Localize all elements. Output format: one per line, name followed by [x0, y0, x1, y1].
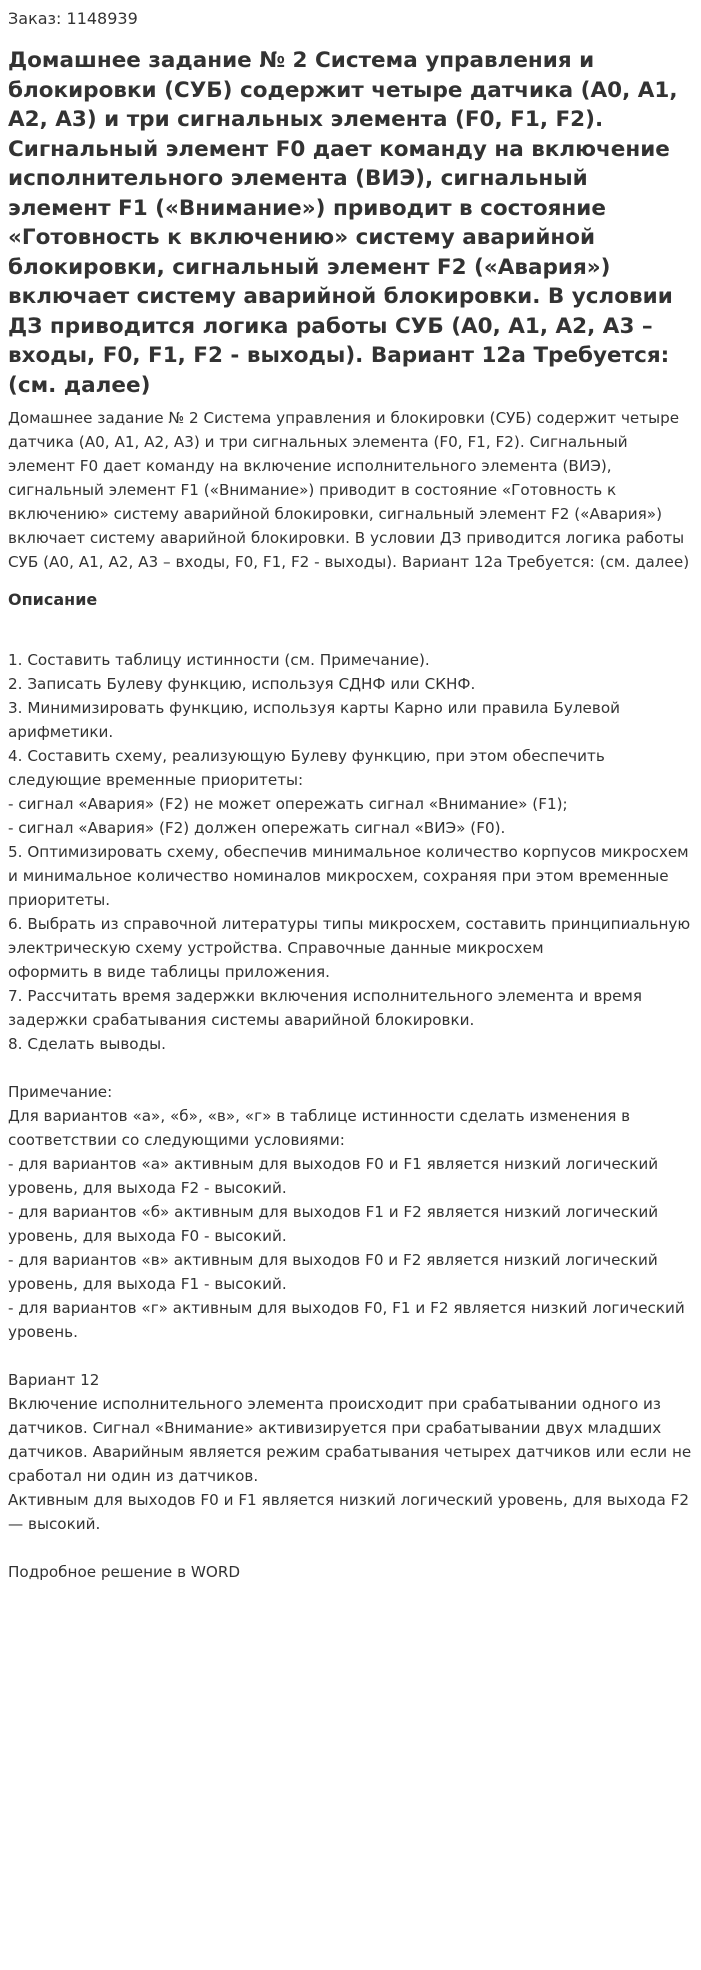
- order-number: Заказ: 1148939: [8, 9, 138, 28]
- description-line: 3. Минимизировать функцию, используя карты Карно или правила Булевой арифметики.: [8, 699, 625, 741]
- solution-note: Подробное решение в WORD: [8, 1563, 241, 1581]
- description-line: Включение исполнительного элемента происходит при срабатывании одного из датчиков. Сигнал «Внимание» активизируется при срабатывании двух младших датчиков. Аварийным является режим срабатывания четырех датчиков или если не сработал ни один из датчиков.: [8, 1395, 697, 1485]
- description-line: 1. Составить таблицу истинности (см. Примечание).: [8, 651, 430, 669]
- description-line: 8. Сделать выводы.: [8, 1035, 166, 1053]
- page-title: Домашнее задание № 2 Система управления и блокировки (СУБ) содержит четыре датчика (А0, А1, А2, А3) и три сигнальных элемента (F0, F1, F2). Сигнальный элемент F0 дает команду на включение исполнительного элемента (ВИЭ), сигнальный элемент F1 («Внимание») приводит в состояние «Готовность к включению» систему аварийной блокировки, сигнальный элемент F2 («Авария») включает систему аварийной блокировки. В условии ДЗ приводится логика работы СУБ (А0, А1, А2, А3 – входы, F0, F1, F2 - выходы). Вариант 12а Требуется: (см. далее): [8, 48, 678, 398]
- description-heading: Описание: [8, 590, 98, 609]
- description-line: Активным для выходов F0 и F1 является низкий логический уровень, для выхода F2 — высокий.: [8, 1491, 694, 1533]
- description-line: 6. Выбрать из справочной литературы типы микросхем, составить принципиальную электрическую схему устройства. Справочные данные микросхем: [8, 915, 695, 957]
- description-line: - для вариантов «б» активным для выходов F1 и F2 является низкий логический уровень, для выхода F0 - высокий.: [8, 1203, 663, 1245]
- description-line: - для вариантов «в» активным для выходов F0 и F2 является низкий логический уровень, для выхода F1 - высокий.: [8, 1251, 663, 1293]
- description-body: [8, 624, 697, 1584]
- description-line: - для вариантов «г» активным для выходов F0, F1 и F2 является низкий логический уровень.: [8, 1299, 690, 1341]
- variant-heading: Вариант 12: [8, 1371, 100, 1389]
- description-line: Для вариантов «а», «б», «в», «г» в таблице истинности сделать изменения в соответствии со следующими условиями:: [8, 1107, 635, 1149]
- note-heading: Примечание:: [8, 1083, 113, 1101]
- description-line: [8, 1344, 693, 1368]
- lead-paragraph: Домашнее задание № 2 Система управления и блокировки (СУБ) содержит четыре датчика (А0, А1, А2, А3) и три сигнальных элемента (F0, F1, F2). Сигнальный элемент F0 дает команду на включение исполнительного элемента (ВИЭ), сигнальный элемент F1 («Внимание») приводит в состояние «Готовность к включению» систему аварийной блокировки, сигнальный элемент F2 («Авария») включает систему аварийной блокировки. В условии ДЗ приводится логика работы СУБ (А0, А1, А2, А3 – входы, F0, F1, F2 - выходы). Вариант 12а Требуется: (см. далее): [8, 409, 690, 571]
- description-line: [8, 624, 693, 648]
- description-line: 2. Записать Булеву функцию, используя СДНФ или СКНФ.: [8, 675, 476, 693]
- description-line: - для вариантов «а» активным для выходов F0 и F1 является низкий логический уровень, для выхода F2 - высокий.: [8, 1155, 663, 1197]
- description-line: оформить в виде таблицы приложения.: [8, 963, 330, 981]
- description-line: 4. Составить схему, реализующую Булеву функцию, при этом обеспечить следующие временные приоритеты:: [8, 747, 610, 789]
- description-line: 7. Рассчитать время задержки включения исполнительного элемента и время задержки срабатывания системы аварийной блокировки.: [8, 987, 647, 1029]
- description-line: [8, 1056, 693, 1080]
- description-line: - сигнал «Авария» (F2) должен опережать сигнал «ВИЭ» (F0).: [8, 819, 506, 837]
- description-line: 5. Оптимизировать схему, обеспечив минимальное количество корпусов микросхем и минимальное количество номиналов микросхем, сохраняя при этом временные приоритеты.: [8, 843, 694, 909]
- description-line: - сигнал «Авария» (F2) не может опережать сигнал «Внимание» (F1);: [8, 795, 568, 813]
- description-line: [8, 1536, 693, 1560]
